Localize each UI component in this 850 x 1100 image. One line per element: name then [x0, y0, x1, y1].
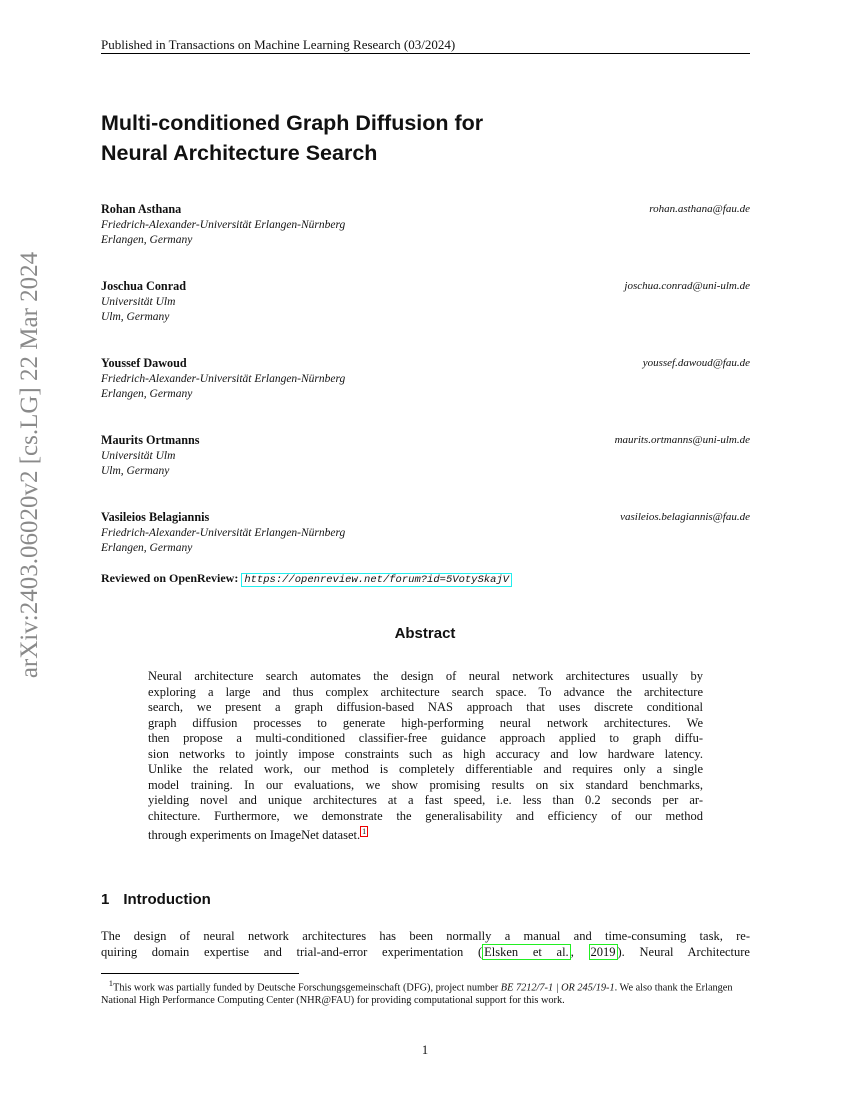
- author-name: Rohan Asthana: [101, 202, 182, 216]
- title-line: Neural Architecture Search: [101, 141, 378, 165]
- header-rule: [101, 53, 750, 54]
- abstract-line: yielding novel and unique architectures at a fast speed, i.e. less than 0.2 seconds per ar-: [148, 793, 703, 807]
- abstract-last-text: through experiments on ImageNet dataset.: [148, 828, 361, 843]
- author-name: Youssef Dawoud: [101, 356, 187, 370]
- author-email[interactable]: maurits.ortmanns@uni-ulm.de: [614, 434, 750, 446]
- author-block: [101, 356, 750, 403]
- author-block: [101, 510, 750, 557]
- author-location: Erlangen, Germany: [101, 542, 193, 554]
- footnote-rule: [101, 973, 299, 974]
- author-affiliation: Friedrich-Alexander-Universität Erlangen-Nürnberg: [101, 218, 346, 231]
- openreview-link[interactable]: https://openreview.net/forum?id=5VotySkajV: [241, 573, 512, 587]
- footnote: [101, 977, 750, 1007]
- citation-link[interactable]: Elsken et al.: [484, 944, 569, 959]
- intro-text: ). Neural Architecture: [617, 944, 750, 959]
- author-location: Ulm, Germany: [101, 465, 170, 477]
- author-email[interactable]: youssef.dawoud@fau.de: [642, 357, 750, 369]
- author-email[interactable]: joschua.conrad@uni-ulm.de: [624, 280, 750, 292]
- author-affiliation: Universität Ulm: [101, 295, 176, 308]
- author-location: Erlangen, Germany: [101, 388, 193, 400]
- abstract-line: [148, 824, 703, 844]
- abstract-body: [148, 669, 703, 844]
- abstract-line: exploring a large and thus complex architecture search space. To advance the architecture: [148, 684, 703, 699]
- abstract-line: sion networks to jointly impose constraints such as high accuracy and low hardware latency.: [148, 746, 703, 761]
- abstract-heading: Abstract: [394, 625, 456, 642]
- abstract-line: graph diffusion processes to generate high-performing neural network architectures. We: [148, 715, 703, 730]
- author-name: Maurits Ortmanns: [101, 433, 200, 447]
- abstract-line: Neural architecture search automates the design of neural network architectures usually by: [148, 669, 703, 683]
- abstract-line: search, we present a graph diffusion-based NAS approach that uses discrete conditional: [148, 700, 703, 714]
- footnote-text: . We also thank the Erlangen National High Performance Computing Center (NHR@FAU) for providing computational support for this work.: [101, 982, 733, 1007]
- author-affiliation: Universität Ulm: [101, 449, 176, 462]
- section-title: Introduction: [123, 891, 211, 908]
- author-email[interactable]: rohan.asthana@fau.de: [649, 203, 750, 215]
- citation-year-link[interactable]: 2019: [590, 944, 616, 959]
- paper-title: [101, 108, 483, 168]
- section-number: 1: [101, 891, 110, 908]
- author-location: Ulm, Germany: [101, 311, 170, 323]
- footnote-ref-link[interactable]: 1: [362, 827, 367, 836]
- footnote-project: BE 7212/7-1 | OR 245/19-1: [500, 982, 615, 994]
- author-affiliation: Friedrich-Alexander-Universität Erlangen-Nürnberg: [101, 372, 346, 385]
- section-heading: [101, 891, 211, 908]
- author-affiliation: Friedrich-Alexander-Universität Erlangen-Nürnberg: [101, 526, 346, 539]
- title-line: Multi-conditioned Graph Diffusion for: [101, 111, 484, 135]
- review-label: Reviewed on OpenReview:: [101, 571, 239, 585]
- intro-text: quiring domain expertise and trial-and-error experimentation (: [101, 944, 483, 959]
- author-block: [101, 433, 750, 480]
- intro-paragraph: [101, 929, 750, 960]
- openreview-line: [101, 571, 512, 586]
- page-number: 1: [421, 1043, 429, 1057]
- author-name: Joschua Conrad: [101, 279, 186, 293]
- author-block: [101, 202, 750, 249]
- abstract-line: then propose a multi-conditioned classifier-free guidance approach applied to graph diffu-: [148, 731, 703, 745]
- intro-line: The design of neural network architectures has been normally a manual and time-consuming task, re-: [101, 929, 750, 943]
- abstract-line: chitecture. Furthermore, we demonstrate the generalisability and efficiency of our method: [148, 808, 703, 823]
- running-header: Published in Transactions on Machine Learning Research (03/2024): [101, 37, 456, 52]
- footnote-mark: 1: [108, 978, 114, 988]
- abstract-line: model training. In our evaluations, we show promising results on six standard benchmarks,: [148, 777, 703, 792]
- abstract-line: Unlike the related work, our method is completely differentiable and requires only a single: [148, 762, 703, 776]
- footnote-text: This work was partially funded by Deutsche Forschungsgemeinschaft (DFG), project number: [113, 982, 501, 994]
- author-name: Vasileios Belagiannis: [101, 510, 210, 524]
- author-block: [101, 279, 750, 326]
- author-email[interactable]: vasileios.belagiannis@fau.de: [620, 511, 750, 523]
- author-location: Erlangen, Germany: [101, 234, 193, 246]
- intro-line: quiring domain expertise and trial-and-error experimentation ( Elsken et al. , 2019 ). Neural Architecture: [101, 944, 750, 959]
- arxiv-stamp: arXiv:2403.06020v2 [cs.LG] 22 Mar 2024: [16, 251, 43, 679]
